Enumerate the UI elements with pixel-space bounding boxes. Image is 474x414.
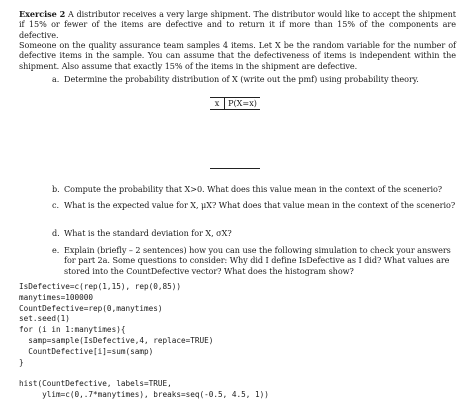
- question-e-text: Explain (briefly – 2 sentences) how you can use the following simulation to check your answers for part 2a. Some questions to consider: Why did I define IsDefective as I did? What values are stored into the CountDefective vector? What does the histogram show?: [64, 245, 451, 276]
- question-a-label: a.: [52, 74, 60, 84]
- question-a-text: Determine the probability distribution of X (write out the pmf) using probability theory.: [64, 74, 419, 84]
- code-line: }: [19, 357, 24, 367]
- code-line: [19, 368, 269, 379]
- pmf-col-x: x: [210, 98, 225, 109]
- pmf-table-header: [210, 97, 260, 110]
- code-line: CountDefective=rep(0,manytimes): [19, 303, 163, 313]
- code-line: IsDefective=c(rep(1,15), rep(0,85)): [19, 282, 181, 291]
- r-code-block: [19, 282, 269, 401]
- question-e-label: e.: [52, 245, 60, 255]
- exercise-context: Someone on the quality assurance team samples 4 items. Let X be the random variable for the number of defective items in the sample. You can assume that the defectiveness of items is independent within the shipment. Also assume that exactly 15% of the items in the shipment are defective.: [19, 40, 456, 71]
- question-b-label: b.: [52, 184, 60, 194]
- code-line: manytimes=100000: [19, 292, 94, 302]
- question-a: [52, 74, 456, 84]
- code-line: hist(CountDefective, labels=TRUE,: [19, 379, 172, 389]
- question-b-text: Compute the probability that X>0. What does this value mean in the context of the scenerio?: [64, 184, 443, 194]
- pmf-table-bottom-rule: [210, 168, 260, 169]
- question-d-text: What is the standard deviation for X, σX?: [64, 228, 232, 238]
- pmf-table: [210, 97, 260, 109]
- question-c-text: What is the expected value for X, μX? What does that value mean in the context of the scenerio?: [64, 200, 456, 210]
- code-line: ylim=c(0,.7*manytimes), breaks=seq(-0.5, 4.5, 1)): [19, 389, 269, 399]
- question-d-label: d.: [52, 228, 60, 238]
- code-line: set.seed(1): [19, 314, 70, 324]
- exercise-heading: Exercise 2: [19, 9, 66, 19]
- exercise-intro-text: A distributor receives a very large shipment. The distributor would like to accept the shipment if 15% or fewer of the items are defective and to return it if more than 15% of the components are defective.: [19, 9, 456, 40]
- exercise-intro: [19, 9, 456, 40]
- question-c-label: c.: [52, 200, 60, 210]
- code-line: CountDefective[i]=sum(samp): [19, 346, 154, 356]
- question-d: [52, 228, 456, 238]
- code-line: for (i in 1:manytimes){: [19, 325, 126, 335]
- pmf-col-p: P(X=x): [228, 98, 257, 108]
- code-line: samp=sample(IsDefective,4, replace=TRUE): [19, 335, 214, 345]
- question-b: [52, 184, 456, 194]
- question-e: [52, 245, 456, 276]
- question-c: [52, 200, 456, 210]
